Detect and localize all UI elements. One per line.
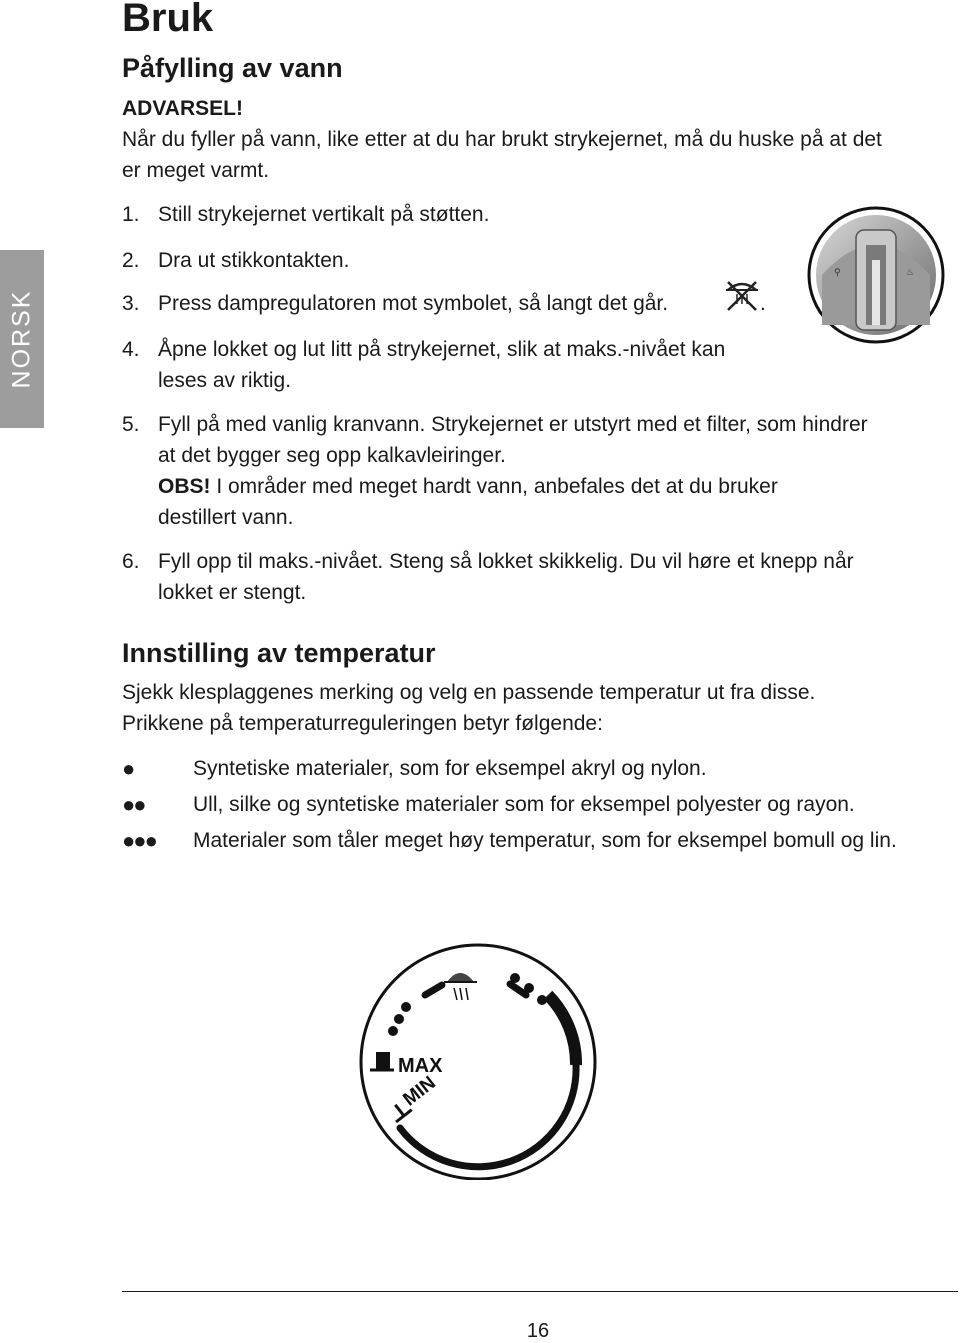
step-text: Fyll opp til maks.-nivået. Steng så lokket skikkelig. Du vil høre et knepp når [158, 550, 854, 573]
temperature-text-3: Materialer som tåler meget høy temperatur, som for eksempel bomull og lin. [193, 829, 897, 852]
step-text: leses av riktig. [158, 369, 292, 392]
step-text: Dra ut stikkontakten. [158, 249, 350, 272]
dial-dot [401, 1002, 411, 1012]
obs-text: I områder med meget hardt vann, anbefales det at du bruker [210, 475, 778, 498]
step-number: 6. [122, 550, 140, 573]
temperature-intro-line1: Sjekk klesplaggenes merking og velg en passende temperatur ut fra disse. [122, 681, 816, 704]
steam-off-symbol-icon [722, 278, 762, 312]
obs-note [158, 471, 778, 502]
temperature-text-2: Ull, silke og syntetiske materialer som for eksempel polyester og rayon. [193, 793, 855, 816]
warning-text-line1: Når du fyller på vann, like etter at du har brukt strykejernet, må du huske på at det [122, 128, 882, 151]
step-text: at det bygger seg opp kalkavleiringer. [158, 444, 506, 467]
dial-min-label: MIN [399, 1072, 440, 1111]
footer-rule [122, 1291, 958, 1292]
dial-dot [537, 995, 547, 1005]
language-tab-label: NORSK [7, 289, 36, 389]
temperature-dots-1: ● [122, 756, 134, 781]
step-text: Fyll på med vanlig kranvann. Strykejernet er utstyrt med et filter, som hindrer [158, 413, 868, 436]
obs-text-line2: destillert vann. [158, 506, 294, 529]
step-number: 5. [122, 413, 140, 436]
svg-text:♨: ♨ [906, 268, 915, 278]
warning-text-line2: er meget varmt. [122, 159, 270, 182]
step-number: 1. [122, 203, 140, 226]
steam-icon [444, 973, 477, 1000]
dial-dot [510, 973, 520, 983]
dial-max-label: MAX [398, 1055, 443, 1077]
dial-dot [524, 983, 534, 993]
temperature-dots-2: ●● [122, 792, 145, 817]
dial-dot [388, 1026, 398, 1036]
temperature-text-1: Syntetiske materialer, som for eksempel akryl og nylon. [193, 757, 707, 780]
page-title: Bruk [122, 0, 214, 40]
step-number: 4. [122, 338, 140, 361]
svg-text:⚲: ⚲ [834, 268, 841, 278]
section-heading-water: Påfylling av vann [122, 53, 343, 83]
warning-label: ADVARSEL! [122, 97, 243, 120]
step-text: Press dampregulatoren mot symbolet, så langt det går. [158, 292, 669, 315]
section-heading-temperature: Innstilling av temperatur [122, 638, 436, 668]
step-number: 2. [122, 249, 140, 272]
temperature-dial [330, 920, 630, 1180]
obs-label: OBS! [158, 475, 211, 498]
temperature-dots-3: ●●● [122, 828, 156, 853]
step-text: Still strykejernet vertikalt på støtten. [158, 203, 490, 226]
step-number: 3. [122, 292, 140, 315]
page-number: 16 [526, 1320, 550, 1342]
step-3-period: . [760, 292, 766, 315]
temperature-intro-line2: Prikkene på temperaturreguleringen betyr følgende: [122, 712, 603, 735]
dial-dot [394, 1014, 404, 1024]
step-text: Åpne lokket og lut litt på strykejernet, slik at maks.-nivået kan [158, 338, 726, 361]
iron-lid-illustration [806, 205, 946, 345]
step-text: lokket er stengt. [158, 581, 307, 604]
language-tab [0, 250, 44, 428]
